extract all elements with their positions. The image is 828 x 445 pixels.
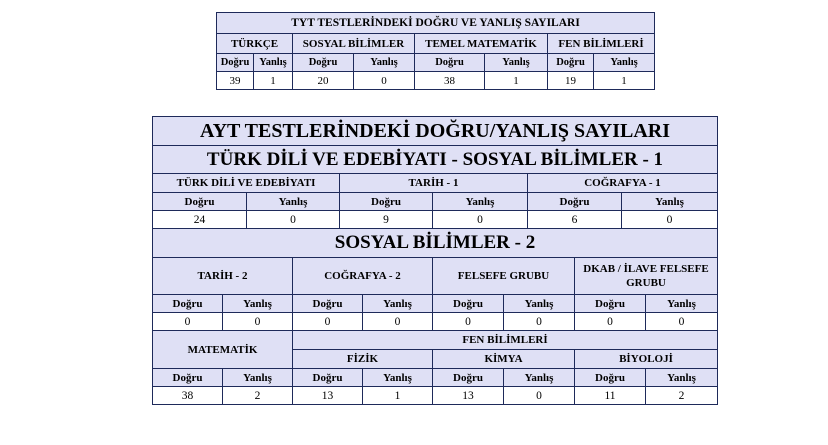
yanlis-label: Yanlış: [354, 54, 415, 72]
yanlis-label: Yanlış: [363, 369, 433, 387]
subject-turk-dili: TÜRK DİLİ VE EDEBİYATI: [153, 174, 340, 193]
fizik-dogru: 13: [293, 387, 363, 405]
yanlis-label: Yanlış: [254, 54, 293, 72]
dogru-label: Doğru: [293, 295, 363, 313]
dogru-label: Doğru: [433, 295, 504, 313]
dogru-label: Doğru: [293, 369, 363, 387]
yanlis-label: Yanlış: [504, 369, 575, 387]
matematik-yanlis: 2: [223, 387, 293, 405]
yanlis-label: Yanlış: [646, 295, 718, 313]
felsefe-dogru: 0: [433, 313, 504, 331]
cografya-1-yanlis: 0: [622, 211, 718, 229]
cografya-1-dogru: 6: [528, 211, 622, 229]
ayt-results-table: [152, 116, 718, 405]
subject-fizik: FİZİK: [293, 350, 433, 369]
tarih-1-dogru: 9: [340, 211, 433, 229]
dogru-label: Doğru: [575, 369, 646, 387]
tyt-title: TYT TESTLERİNDEKİ DOĞRU VE YANLIŞ SAYILARI: [217, 13, 655, 34]
yanlis-label: Yanlış: [622, 193, 718, 211]
tarih-1-yanlis: 0: [433, 211, 528, 229]
tyt-sosyal-dogru: 20: [293, 72, 354, 90]
tyt-matematik-dogru: 38: [415, 72, 485, 90]
yanlis-label: Yanlış: [363, 295, 433, 313]
dogru-label: Doğru: [153, 369, 223, 387]
kimya-dogru: 13: [433, 387, 504, 405]
dogru-label: Doğru: [548, 54, 594, 72]
tarih-2-yanlis: 0: [223, 313, 293, 331]
cografya-2-yanlis: 0: [363, 313, 433, 331]
subject-biyoloji: BİYOLOJİ: [575, 350, 718, 369]
subject-matematik: MATEMATİK: [153, 331, 293, 369]
dkab-yanlis: 0: [646, 313, 718, 331]
fizik-yanlis: 1: [363, 387, 433, 405]
kimya-yanlis: 0: [504, 387, 575, 405]
subject-kimya: KİMYA: [433, 350, 575, 369]
turk-dili-dogru: 24: [153, 211, 247, 229]
subject-cografya-2: COĞRAFYA - 2: [293, 258, 433, 295]
dogru-label: Doğru: [340, 193, 433, 211]
dogru-label: Doğru: [153, 295, 223, 313]
fen-bilimleri-header: FEN BİLİMLERİ: [293, 331, 718, 350]
tyt-fen-dogru: 19: [548, 72, 594, 90]
tyt-results-table: [216, 12, 655, 90]
ayt-section1-title: TÜRK DİLİ VE EDEBİYATI - SOSYAL BİLİMLER - 1: [153, 146, 718, 174]
cografya-2-dogru: 0: [293, 313, 363, 331]
yanlis-label: Yanlış: [433, 193, 528, 211]
tyt-turkce-dogru: 39: [217, 72, 254, 90]
yanlis-label: Yanlış: [594, 54, 655, 72]
tyt-turkce-yanlis: 1: [254, 72, 293, 90]
yanlis-label: Yanlış: [485, 54, 548, 72]
yanlis-label: Yanlış: [223, 295, 293, 313]
tyt-subject-fen: FEN BİLİMLERİ: [548, 34, 655, 54]
yanlis-label: Yanlış: [504, 295, 575, 313]
yanlis-label: Yanlış: [223, 369, 293, 387]
subject-tarih-2: TARİH - 2: [153, 258, 293, 295]
dogru-label: Doğru: [217, 54, 254, 72]
felsefe-yanlis: 0: [504, 313, 575, 331]
tyt-subject-matematik: TEMEL MATEMATİK: [415, 34, 548, 54]
subject-cografya-1: COĞRAFYA - 1: [528, 174, 718, 193]
ayt-section2-title: SOSYAL BİLİMLER - 2: [153, 229, 718, 258]
tyt-subject-sosyal: SOSYAL BİLİMLER: [293, 34, 415, 54]
subject-felsefe: FELSEFE GRUBU: [433, 258, 575, 295]
biyoloji-yanlis: 2: [646, 387, 718, 405]
yanlis-label: Yanlış: [247, 193, 340, 211]
tyt-subject-turkce: TÜRKÇE: [217, 34, 293, 54]
dogru-label: Doğru: [528, 193, 622, 211]
dogru-label: Doğru: [153, 193, 247, 211]
dogru-label: Doğru: [433, 369, 504, 387]
ayt-title: AYT TESTLERİNDEKİ DOĞRU/YANLIŞ SAYILARI: [153, 117, 718, 146]
biyoloji-dogru: 11: [575, 387, 646, 405]
yanlis-label: Yanlış: [646, 369, 718, 387]
dogru-label: Doğru: [575, 295, 646, 313]
tarih-2-dogru: 0: [153, 313, 223, 331]
subject-dkab: DKAB / İLAVE FELSEFE GRUBU: [575, 258, 718, 295]
dogru-label: Doğru: [415, 54, 485, 72]
dogru-label: Doğru: [293, 54, 354, 72]
dkab-dogru: 0: [575, 313, 646, 331]
matematik-dogru: 38: [153, 387, 223, 405]
tyt-matematik-yanlis: 1: [485, 72, 548, 90]
tyt-fen-yanlis: 1: [594, 72, 655, 90]
tyt-sosyal-yanlis: 0: [354, 72, 415, 90]
subject-tarih-1: TARİH - 1: [340, 174, 528, 193]
turk-dili-yanlis: 0: [247, 211, 340, 229]
